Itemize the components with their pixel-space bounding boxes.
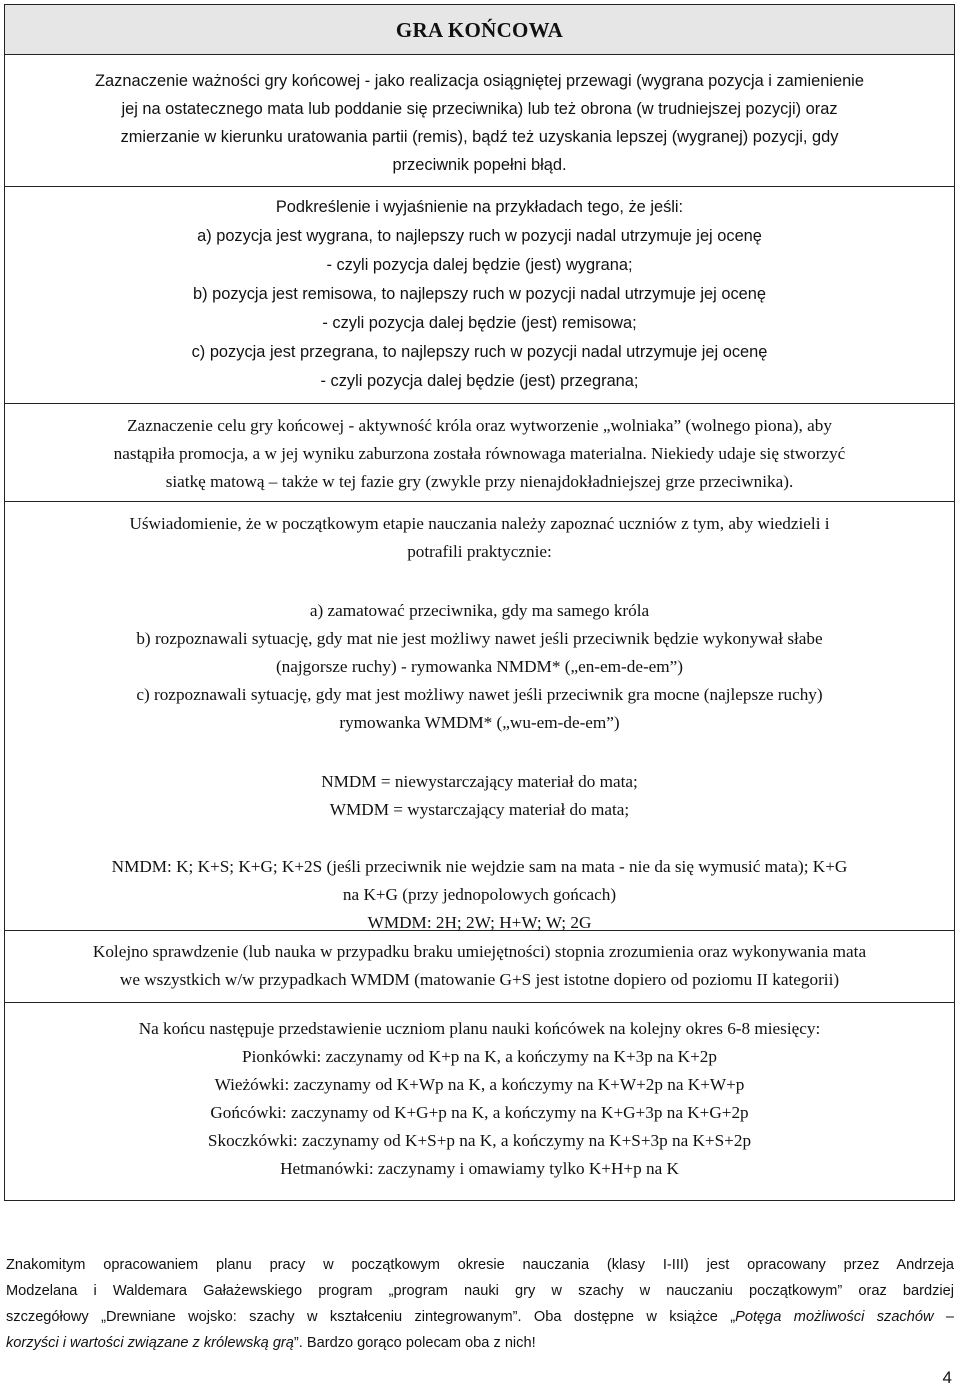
plan-item: Wieżówki: zaczynamy od K+Wp na K, a kończymy na K+W+2p na K+W+p — [214, 1075, 745, 1094]
plan-item: Skoczkówki: zaczynamy od K+S+p na K, a kończymy na K+S+3p na K+S+2p — [207, 1131, 752, 1150]
text-line: Kolejno sprawdzenie (lub nauka w przypadku braku umiejętności) stopnia zrozumienia oraz wykonywania mata — [92, 942, 867, 961]
text-line: - czyli pozycja dalej będzie (jest) przegrana; — [320, 372, 639, 390]
text-line: Zaznaczenie ważności gry końcowej - jako realizacja osiągniętej przewagi (wygrana pozycja i zamienienie — [95, 72, 864, 90]
text-line: we wszystkich w/w przypadkach WMDM (matowanie G+S jest istotne dopiero od poziomu II kategorii) — [119, 970, 840, 989]
text-line: c) pozycja jest przegrana, to najlepszy ruch w pozycji nadal utrzymuje jej ocenę — [191, 343, 768, 361]
text-line: - czyli pozycja dalej będzie (jest) remisowa; — [322, 314, 637, 332]
list-item: c) rozpoznawali sytuację, gdy mat jest możliwy nawet jeśli przeciwnik gra mocne (najlepsze ruchy) — [136, 685, 823, 704]
example-line: na K+G (przy jednopolowych gońcach) — [342, 885, 617, 904]
footer-line — [6, 1304, 954, 1330]
footer-line: Znakomitym opracowaniem planu pracy w początkowym okresie nauczania (klasy I-III) jest opracowany przez Andrzeja — [6, 1257, 954, 1273]
text-line: Zaznaczenie celu gry końcowej - aktywność króla oraz wytworzenie „wolniaka” (wolnego piona), aby — [127, 416, 832, 435]
section-goal — [5, 404, 954, 502]
list-item: (najgorsze ruchy) - rymowanka NMDM* („en-em-de-em”) — [275, 657, 684, 676]
text-line: Uświadomienie, że w początkowym etapie nauczania należy zapoznać uczniów z tym, aby wiedzieli i — [129, 514, 830, 533]
footer-text: szczegółowy „Drewniane wojsko: szachy w kształceniu zintegrowanym”. Oba dostępne w książce „ — [6, 1309, 736, 1325]
footer-text: ”. Bardzo gorąco polecam oba z nich! — [293, 1335, 536, 1351]
text-line: - czyli pozycja dalej będzie (jest) wygrana; — [326, 256, 633, 274]
text-line: nastąpiła promocja, a w jej wyniku zaburzona została równowaga materialna. Niekiedy udaje się stworzyć — [113, 444, 846, 463]
page-number: 4 — [942, 1368, 952, 1387]
section-best-move — [5, 187, 954, 404]
footer-line: Modzelana i Waldemara Gałażewskiego program „program nauki gry w szachy w nauczaniu początkowym” oraz bardziej — [6, 1283, 954, 1299]
text-line: Na końcu następuje przedstawienie uczniom planu nauki końcówek na kolejny okres 6-8 miesięcy: — [138, 1019, 821, 1038]
definition: NMDM = niewystarczający materiał do mata; — [321, 772, 638, 791]
text-line: przeciwnik popełni błąd. — [392, 156, 567, 174]
book-title-italic: Potęga możliwości szachów – — [735, 1309, 955, 1325]
content-frame — [4, 4, 955, 1201]
plan-item: Pionkówki: zaczynamy od K+p na K, a kończymy na K+3p na K+2p — [242, 1047, 717, 1066]
text-line: siatkę matową – także w tej fazie gry (zwykle przy nienajdokładniejszej grze przeciwnika). — [165, 472, 794, 491]
example-line: NMDM: K; K+S; K+G; K+2S (jeśli przeciwnik nie wejdzie sam na mata - nie da się wymusić mata); K+G — [111, 857, 848, 876]
section-check — [5, 931, 954, 1003]
example-line: WMDM: 2H; 2W; H+W; W; 2G — [367, 913, 592, 932]
section-importance — [5, 55, 954, 187]
plan-item: Hetmanówki: zaczynamy i omawiamy tylko K+H+p na K — [280, 1159, 679, 1178]
footer-line — [6, 1330, 954, 1356]
list-item: a) zamatować przeciwnika, gdy ma samego króla — [309, 601, 650, 620]
page-title: GRA KOŃCOWA — [5, 5, 954, 55]
list-item: rymowanka WMDM* („wu-em-de-em”) — [339, 713, 620, 732]
footer-note — [6, 1252, 954, 1356]
text-line: Podkreślenie i wyjaśnienie na przykładach tego, że jeśli: — [275, 198, 684, 216]
text-line: jej na ostatecznego mata lub poddanie się przeciwnika) lub też obrona (w trudniejszej pozycji) oraz — [121, 100, 838, 118]
section-awareness — [5, 502, 954, 931]
plan-item: Gońcówki: zaczynamy od K+G+p na K, a kończymy na K+G+3p na K+G+2p — [210, 1103, 749, 1122]
book-title-italic: korzyści i wartości związane z królewską grą — [6, 1335, 294, 1351]
list-item: b) rozpoznawali sytuację, gdy mat nie jest możliwy nawet jeśli przeciwnik będzie wykonywał słabe — [136, 629, 823, 648]
text-line: a) pozycja jest wygrana, to najlepszy ruch w pozycji nadal utrzymuje jej ocenę — [197, 227, 762, 245]
text-line: potrafili praktycznie: — [407, 542, 552, 561]
text-line: b) pozycja jest remisowa, to najlepszy ruch w pozycji nadal utrzymuje jej ocenę — [192, 285, 767, 303]
definition: WMDM = wystarczający materiał do mata; — [329, 800, 630, 819]
text-line: zmierzanie w kierunku uratowania partii (remis), bądź też uzyskania lepszej (wygranej) pozycji, gdy — [120, 128, 839, 146]
section-plan — [5, 1003, 954, 1185]
